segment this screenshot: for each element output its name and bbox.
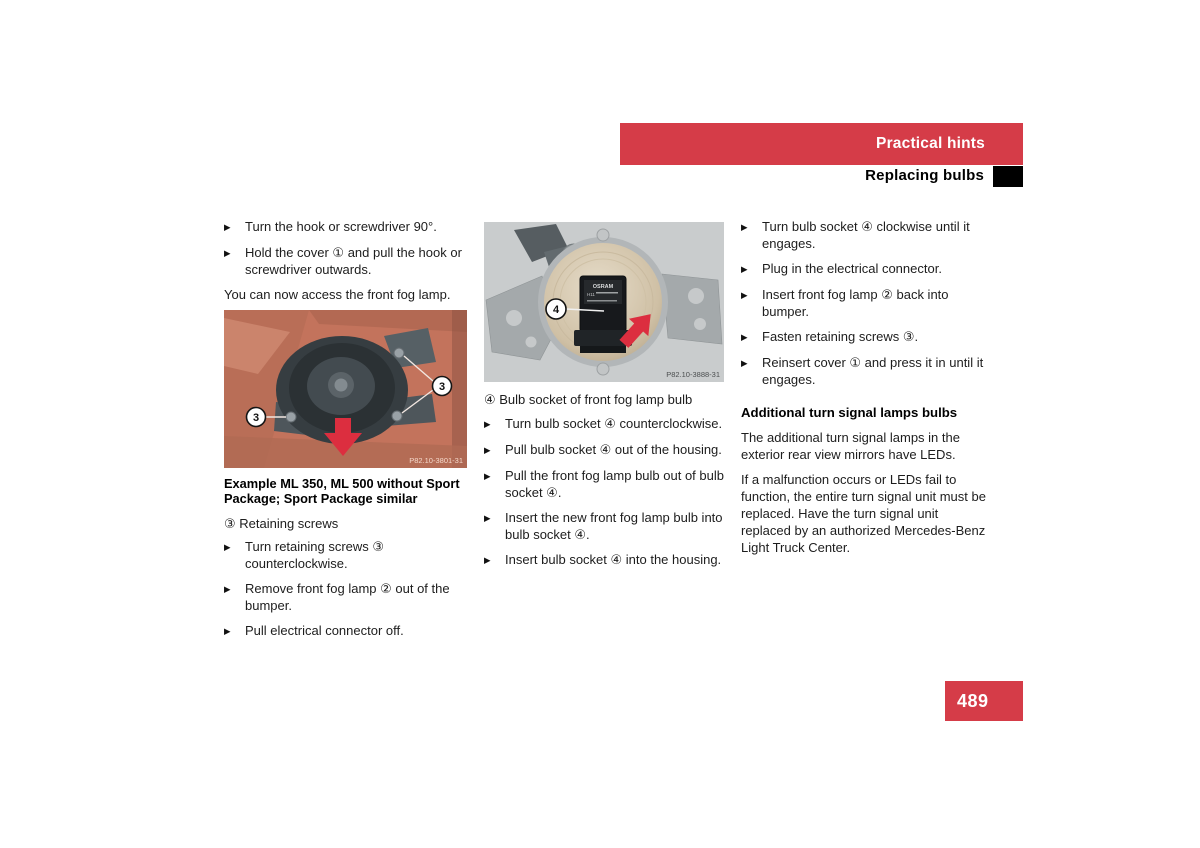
page-number-box: [945, 681, 1023, 721]
instruction-bullet: [484, 415, 724, 433]
legend-item: ③ Retaining screws: [224, 516, 339, 531]
instruction-bullet: [741, 286, 988, 320]
bullet-arrow-icon: ▶: [484, 445, 491, 455]
instruction-text: Remove front fog lamp ② out of the bumper.: [245, 581, 450, 613]
instruction-text: Turn bulb socket ④ counterclockwise.: [505, 416, 723, 431]
bulb-brand-label: OSRAM: [592, 284, 614, 290]
instruction-text: Insert the new front fog lamp bulb into bulb socket ④.: [505, 510, 723, 542]
callout-3-right: [433, 377, 452, 396]
instruction-text: Pull the front fog lamp bulb out of bulb socket ④.: [505, 468, 724, 500]
bullet-arrow-icon: ▶: [224, 248, 231, 258]
instruction-bullet: [741, 218, 988, 252]
bullet-arrow-icon: ▶: [741, 358, 748, 368]
callout-3-left: [247, 408, 266, 427]
bullet-arrow-icon: ▶: [484, 419, 491, 429]
callout-label: 4: [552, 304, 560, 316]
instruction-bullet: [484, 467, 724, 501]
bullet-arrow-icon: ▶: [741, 222, 748, 232]
instruction-bullet: [484, 509, 724, 543]
column-middle: [484, 222, 724, 577]
instruction-text: Turn the hook or screwdriver 90°.: [245, 219, 437, 234]
instruction-bullet: [224, 244, 467, 278]
paragraph: If a malfunction occurs or LEDs fail to function, the entire turn signal unit must be replaced. Have the turn signal unit replaced by an authorized Mercedes-Benz Light Truck Center.: [741, 472, 986, 555]
bullet-arrow-icon: ▶: [484, 513, 491, 523]
section-heading: Additional turn signal lamps bulbs: [741, 405, 958, 420]
instruction-text: Reinsert cover ① and press it in until it engages.: [762, 355, 984, 387]
bullet-arrow-icon: ▶: [484, 555, 491, 565]
column-right: [741, 218, 988, 556]
instruction-text: Pull bulb socket ④ out of the housing.: [505, 442, 722, 457]
bullet-arrow-icon: ▶: [484, 471, 491, 481]
bullet-arrow-icon: ▶: [224, 626, 231, 636]
column-left: [224, 218, 467, 648]
page-number: 489: [957, 690, 989, 711]
paragraph: The additional turn signal lamps in the exterior rear view mirrors have LEDs.: [741, 430, 960, 462]
page-subtitle: Replacing bulbs: [865, 167, 984, 184]
bulb-socket-photo: [484, 222, 724, 382]
instruction-bullet: [741, 354, 988, 388]
instruction-bullet: [224, 580, 467, 614]
bullet-arrow-icon: ▶: [741, 264, 748, 274]
instruction-text: Hold the cover ① and pull the hook or screwdriver outwards.: [245, 245, 462, 277]
bullet-arrow-icon: ▶: [741, 290, 748, 300]
legend-item: ④ Bulb socket of front fog lamp bulb: [484, 392, 693, 407]
bullet-arrow-icon: ▶: [224, 222, 231, 232]
fog-lamp-photo: [224, 310, 467, 468]
callout-4: [546, 299, 566, 319]
subtitle-row: [620, 167, 984, 188]
instruction-text: Plug in the electrical connector.: [762, 261, 942, 276]
instruction-bullet: [741, 328, 988, 346]
callout-label: 3: [252, 412, 260, 424]
figure-id-label: P82.10-3888-31: [666, 370, 720, 379]
bullet-arrow-icon: ▶: [224, 584, 231, 594]
instruction-bullet: [484, 441, 724, 459]
bullet-arrow-icon: ▶: [741, 332, 748, 342]
bulb-type-label: H11: [587, 292, 595, 297]
instruction-text: Insert front fog lamp ② back into bumper.: [762, 287, 949, 319]
header-banner: [620, 123, 1023, 165]
instruction-text: Insert bulb socket ④ into the housing.: [505, 552, 722, 567]
instruction-bullet: [741, 260, 988, 278]
instruction-bullet: [484, 551, 724, 569]
instruction-text: Turn retaining screws ③ counterclockwise.: [245, 539, 385, 571]
instruction-text: Pull electrical connector off.: [245, 623, 404, 638]
instruction-bullet: [224, 622, 467, 640]
figure-caption: Example ML 350, ML 500 without Sport Package; Sport Package similar: [224, 476, 460, 506]
paragraph: You can now access the front fog lamp.: [224, 287, 451, 302]
figure-id-label: P82.10-3801-31: [409, 456, 463, 465]
instruction-text: Fasten retaining screws ③.: [762, 329, 919, 344]
bullet-arrow-icon: ▶: [224, 542, 231, 552]
chapter-tab-marker: [993, 166, 1023, 187]
instruction-bullet: [224, 218, 467, 236]
instruction-text: Turn bulb socket ④ clockwise until it engages.: [762, 219, 970, 251]
page-title: Practical hints: [876, 135, 985, 152]
instruction-bullet: [224, 538, 467, 572]
callout-label: 3: [438, 381, 446, 393]
